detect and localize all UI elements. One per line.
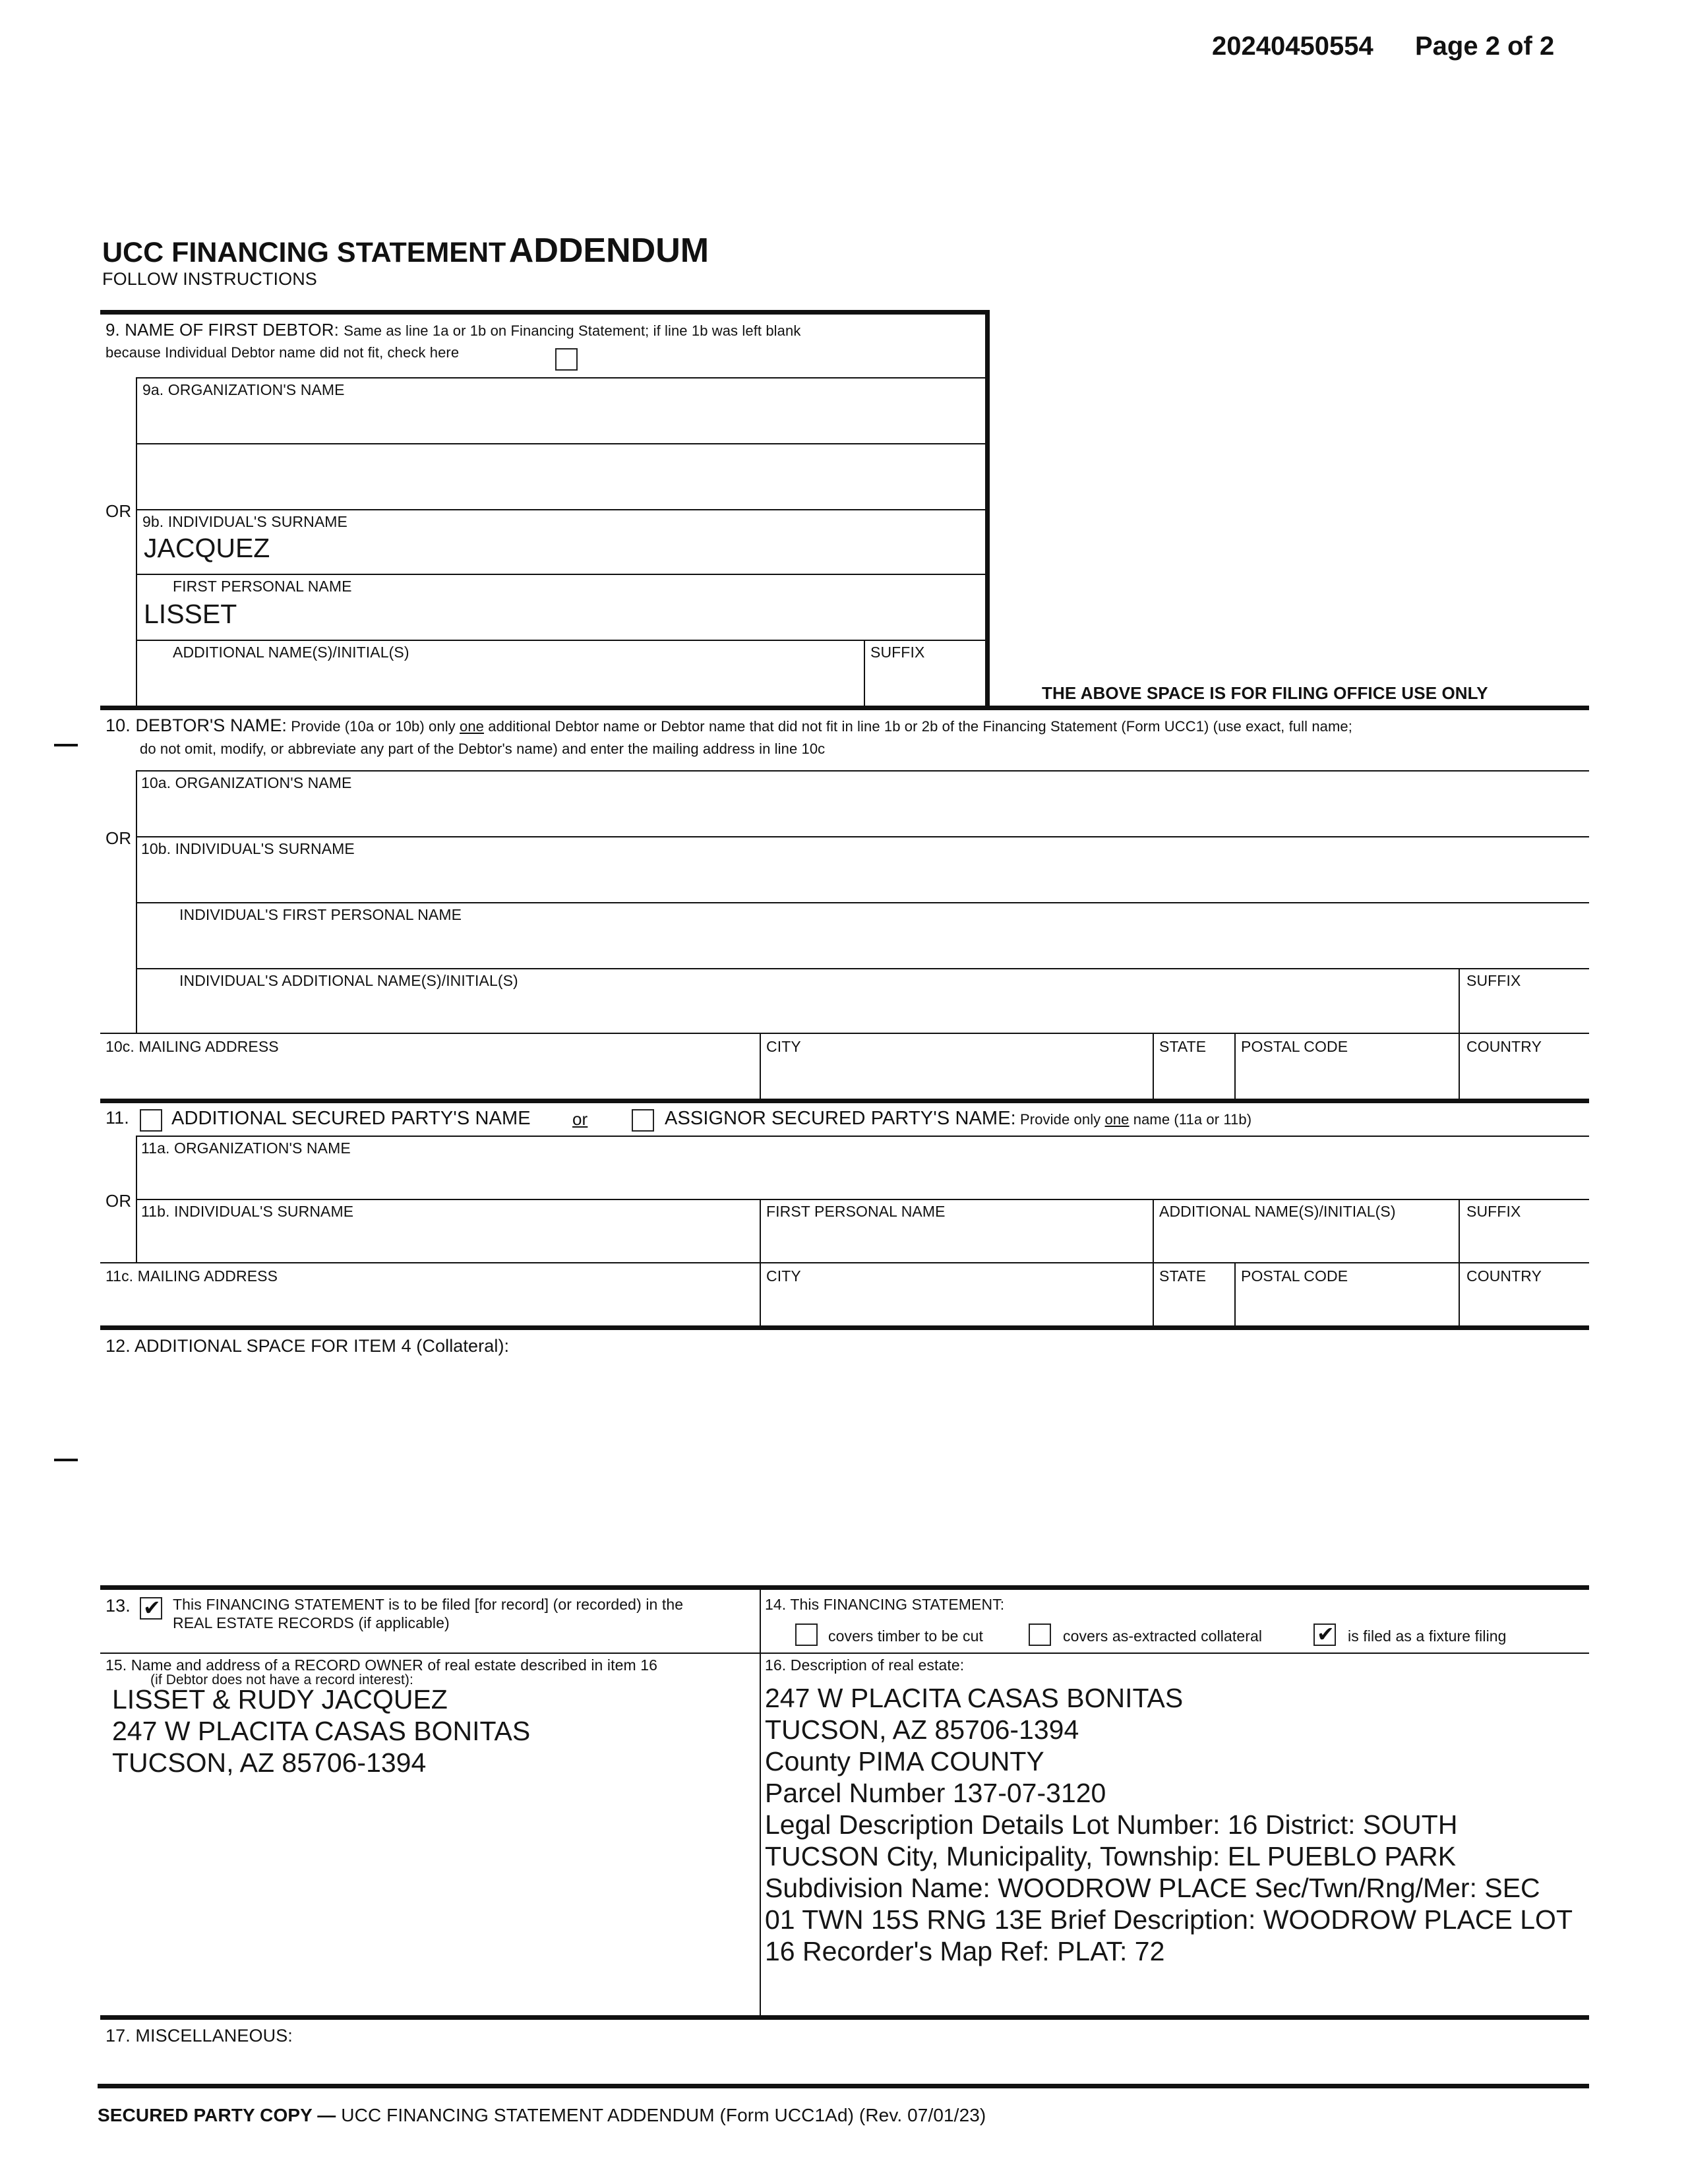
s13-checkbox[interactable] — [140, 1597, 162, 1620]
s10-desc1-post: additional Debtor name or Debtor name that did not fit in line 1b or 2b of the Financing Statement (Form UCC1) (use exact, full name; — [488, 718, 1352, 735]
s9b-label: 9b. INDIVIDUAL'S SURNAME — [142, 513, 347, 530]
s11-additional-label: ADDITIONAL SECURED PARTY'S NAME — [171, 1108, 531, 1129]
s11-country-label: COUNTRY — [1466, 1267, 1542, 1285]
s10b-label: 10b. INDIVIDUAL'S SURNAME — [141, 840, 355, 857]
s10-rule-e — [100, 1033, 1589, 1034]
s9a-label: 9a. ORGANIZATION'S NAME — [142, 381, 345, 398]
s11-left-rule-2 — [136, 1199, 137, 1262]
s13-text2: REAL ESTATE RECORDS (if applicable) — [173, 1614, 450, 1631]
s10-desc1-one: one — [460, 718, 485, 735]
s9-rule-d — [136, 574, 986, 575]
s11-num: 11. — [106, 1108, 129, 1128]
s9-title-text: 9. NAME OF FIRST DEBTOR: — [106, 320, 339, 340]
s10-rule-c — [136, 902, 1589, 903]
s10-or: OR — [106, 828, 132, 848]
s9-title — [106, 320, 800, 340]
page-indicator: Page 2 of 2 — [1415, 32, 1555, 61]
s16-line-3: County PIMA COUNTY — [765, 1746, 1044, 1776]
s14-fixture-label: is filed as a fixture filing — [1348, 1627, 1507, 1645]
s11-rule-b — [136, 1199, 1589, 1200]
s11-suffix-divider — [1459, 1199, 1460, 1262]
s16-line-4: Parcel Number 137-07-3120 — [765, 1778, 1106, 1808]
s11-first-label: FIRST PERSONAL NAME — [766, 1203, 946, 1220]
s10-state-label: STATE — [1159, 1038, 1207, 1055]
s14-timber-label: covers timber to be cut — [828, 1627, 983, 1645]
s11-or: OR — [106, 1191, 132, 1211]
s13-text1: This FINANCING STATEMENT is to be filed [for record] (or recorded) in the — [173, 1596, 684, 1613]
s11-additional-checkbox[interactable] — [140, 1109, 162, 1132]
file-number: 20240450554 — [1212, 32, 1373, 61]
s15-top-rule — [100, 1653, 1589, 1654]
s10-desc2: do not omit, modify, or abbreviate any part of the Debtor's name) and enter the mailing address in line 10c — [140, 741, 826, 757]
s10-rule-b — [136, 836, 1589, 837]
s13-s14-divider — [760, 1585, 761, 2015]
s11-note-post: name (11a or 11b) — [1133, 1111, 1252, 1128]
s12-label: 12. ADDITIONAL SPACE FOR ITEM 4 (Collateral): — [106, 1336, 510, 1356]
s16-line-7: Subdivision Name: WOODROW PLACE Sec/Twn/Rng/Mer: SEC — [765, 1873, 1540, 1903]
s16-label: 16. Description of real estate: — [765, 1656, 965, 1674]
s11-city-divider — [760, 1262, 761, 1325]
s11-postal-divider — [1234, 1262, 1236, 1325]
s11-first-divider — [760, 1199, 761, 1262]
s15-label2: (if Debtor does not have a record interest): — [150, 1672, 413, 1687]
s16-line-2: TUCSON, AZ 85706-1394 — [765, 1714, 1079, 1745]
s11-city-label: CITY — [766, 1267, 801, 1285]
s9-note1: Same as line 1a or 1b on Financing Statement; if line 1b was left blank — [344, 322, 801, 339]
s16-line-9: 16 Recorder's Map Ref: PLAT: 72 — [765, 1936, 1165, 1966]
s10-city-label: CITY — [766, 1038, 801, 1055]
s11-note-pre: Provide only — [1020, 1111, 1101, 1128]
s11-assignor-title — [665, 1108, 1251, 1130]
s11-top-rule — [100, 1099, 1589, 1103]
footer-line — [98, 2105, 986, 2126]
s11-or-word: or — [572, 1109, 588, 1129]
s10-city-divider — [760, 1033, 761, 1099]
s10c-label: 10c. MAILING ADDRESS — [106, 1038, 279, 1055]
footer-rule — [98, 2084, 1589, 2088]
s11-state-divider — [1153, 1262, 1154, 1325]
s15-owner-line-2: 247 W PLACITA CASAS BONITAS — [112, 1716, 531, 1746]
s11-left-rule — [136, 1136, 137, 1199]
s11-additional-divider — [1153, 1199, 1154, 1262]
s15-label1: 15. Name and address of a RECORD OWNER of real estate described in item 16 — [106, 1656, 658, 1674]
s10-first-label: INDIVIDUAL'S FIRST PERSONAL NAME — [179, 906, 462, 923]
s16-line-5: Legal Description Details Lot Number: 16 District: SOUTH — [765, 1809, 1458, 1840]
s15-owner-line-1: LISSET & RUDY JACQUEZ — [112, 1684, 448, 1714]
s13-num: 13. — [106, 1596, 131, 1616]
s10-title — [106, 715, 1352, 736]
s9-suffix-label: SUFFIX — [870, 644, 925, 661]
s9-same-as-checkbox[interactable] — [555, 348, 578, 371]
s9-left-rule — [136, 377, 137, 706]
s11-suffix-label: SUFFIX — [1466, 1203, 1521, 1220]
form-title — [102, 231, 709, 270]
s10-title-text: 10. DEBTOR'S NAME: — [106, 715, 287, 735]
s10-postal-divider — [1234, 1033, 1236, 1099]
form-title-addendum: ADDENDUM — [508, 231, 709, 270]
s16-line-1: 247 W PLACITA CASAS BONITAS — [765, 1683, 1184, 1713]
s11-country-divider — [1459, 1262, 1460, 1325]
s11a-label: 11a. ORGANIZATION'S NAME — [141, 1139, 351, 1157]
s10-rule-d — [136, 968, 1589, 969]
s10-country-label: COUNTRY — [1466, 1038, 1542, 1055]
s9-first-label: FIRST PERSONAL NAME — [173, 578, 352, 595]
s9-top-rule — [100, 310, 989, 315]
s9-rule-b — [136, 443, 986, 444]
s17-top-rule — [100, 2015, 1589, 2020]
s11-assignor-checkbox[interactable] — [632, 1109, 654, 1132]
s9-suffix-divider — [864, 640, 865, 706]
s9-right-rule — [985, 310, 990, 706]
s10-state-divider — [1153, 1033, 1154, 1099]
s10-top-rule — [100, 706, 1589, 710]
s10-desc1-pre: Provide (10a or 10b) only — [291, 718, 456, 735]
s15-owner-line-3: TUCSON, AZ 85706-1394 — [112, 1747, 427, 1778]
s10-additional-label: INDIVIDUAL'S ADDITIONAL NAME(S)/INITIAL(S) — [179, 972, 518, 989]
s10-country-divider — [1459, 1033, 1460, 1099]
s11b-label: 11b. INDIVIDUAL'S SURNAME — [141, 1203, 354, 1220]
s17-label: 17. MISCELLANEOUS: — [106, 2026, 293, 2046]
margin-mark-1 — [54, 744, 78, 746]
s16-line-6: TUCSON City, Municipality, Township: EL PUEBLO PARK — [765, 1841, 1457, 1871]
s9-rule-c — [136, 509, 986, 510]
s10-rule-a — [136, 770, 1589, 772]
s9-rule-a — [136, 377, 986, 379]
s10-suffix-label: SUFFIX — [1466, 972, 1521, 989]
s11-postal-label: POSTAL CODE — [1241, 1267, 1348, 1285]
s9-or: OR — [106, 501, 132, 521]
s11-rule-a — [136, 1136, 1589, 1137]
s10a-label: 10a. ORGANIZATION'S NAME — [141, 774, 352, 791]
s9b-surname-value: JACQUEZ — [144, 533, 270, 563]
s11-state-label: STATE — [1159, 1267, 1207, 1285]
s9-additional-label: ADDITIONAL NAME(S)/INITIAL(S) — [173, 644, 409, 661]
s9-rule-e — [136, 640, 986, 641]
footer-form-name: UCC FINANCING STATEMENT ADDENDUM (Form UCC1Ad) (Rev. 07/01/23) — [341, 2105, 986, 2125]
s11-assignor-text: ASSIGNOR SECURED PARTY'S NAME: — [665, 1108, 1016, 1129]
s9-note2: because Individual Debtor name did not fit, check here — [106, 344, 460, 361]
footer-copy-type: SECURED PARTY COPY — — [98, 2105, 336, 2125]
filing-office-note: THE ABOVE SPACE IS FOR FILING OFFICE USE ONLY — [1042, 683, 1488, 703]
s16-line-8: 01 TWN 15S RNG 13E Brief Description: WOODROW PLACE LOT — [765, 1904, 1573, 1935]
s11-note-one: one — [1104, 1111, 1130, 1128]
s14-timber-checkbox[interactable] — [795, 1623, 818, 1646]
margin-mark-2 — [54, 1459, 78, 1461]
s14-fixture-checkbox[interactable] — [1313, 1623, 1336, 1646]
s14-label: 14. This FINANCING STATEMENT: — [765, 1596, 1005, 1613]
s14-extracted-checkbox[interactable] — [1029, 1623, 1051, 1646]
s12-top-rule — [100, 1325, 1589, 1330]
s10-postal-label: POSTAL CODE — [1241, 1038, 1348, 1055]
s11-rule-c — [100, 1262, 1589, 1263]
s10-suffix-divider — [1459, 968, 1460, 1034]
s13-top-rule — [100, 1585, 1589, 1590]
s11-additional-name-label: ADDITIONAL NAME(S)/INITIAL(S) — [1159, 1203, 1396, 1220]
form-title-main: UCC FINANCING STATEMENT — [102, 237, 506, 268]
follow-instructions: FOLLOW INSTRUCTIONS — [102, 269, 317, 289]
s11c-label: 11c. MAILING ADDRESS — [106, 1267, 278, 1285]
s9-first-value: LISSET — [144, 599, 237, 629]
s14-extracted-label: covers as-extracted collateral — [1063, 1627, 1263, 1645]
